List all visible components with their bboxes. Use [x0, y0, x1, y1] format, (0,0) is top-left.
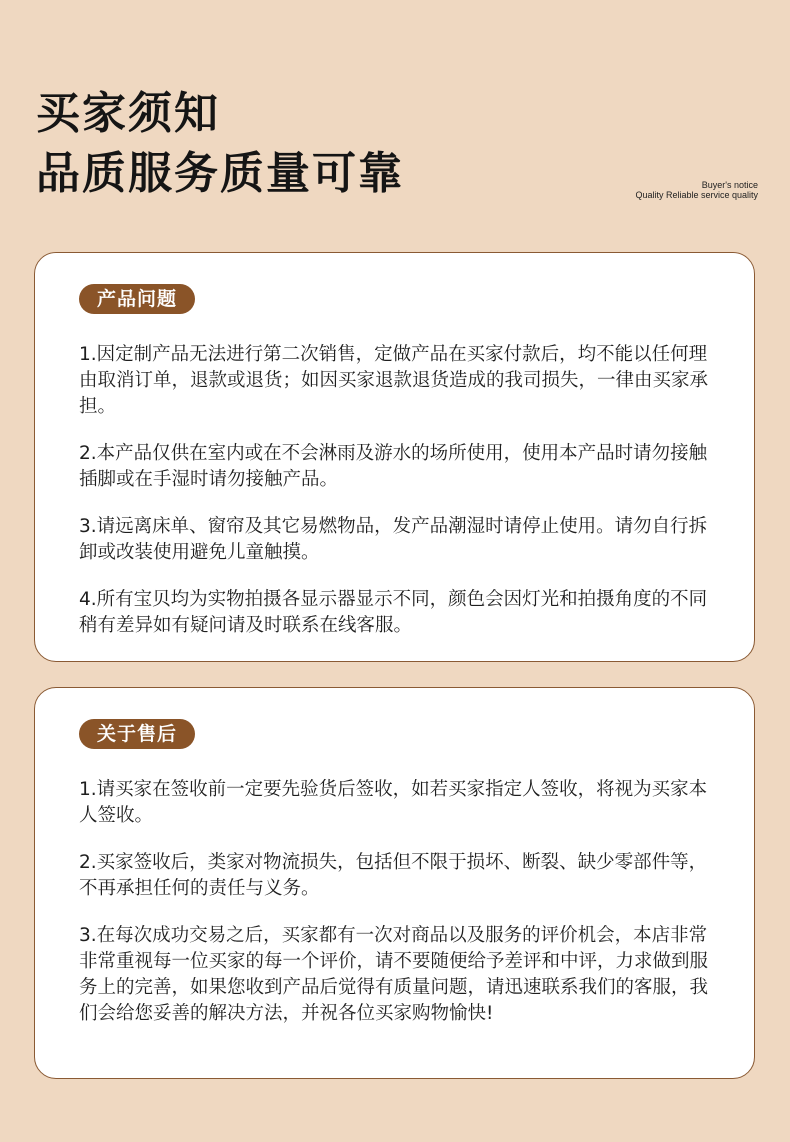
notice-item: 4.所有宝贝均为实物拍摄各显示器显示不同，颜色会因灯光和拍摄角度的不同稍有差异如有疑问请及时联系在线客服。	[79, 589, 708, 636]
page-subtitle: 品质服务质量可靠	[36, 148, 404, 199]
product-issues-list	[79, 342, 714, 660]
notice-item: 3.在每次成功交易之后，买家都有一次对商品以及服务的评价机会，本店非常非常重视每一位买家的每一个评价，请不要随便给予差评和中评，力求做到服务上的完善，如果您收到产品后觉得有质量问题，请迅速联系我们的客服，我们会给您妥善的解决方法，并祝各位买家购物愉快!	[79, 925, 709, 1024]
english-subtitle	[635, 180, 758, 200]
product-issues-card	[34, 252, 755, 662]
section-badge-after-sales: 关于售后	[79, 719, 195, 749]
notice-item: 3.请远离床单、窗帘及其它易燃物品，发产品潮湿时请停止使用。请勿自行拆卸或改装使用避免儿童触摸。	[79, 516, 708, 563]
notice-item: 2.买家签收后，类家对物流损失，包括但不限于损坏、断裂、缺少零部件等，不再承担任何的责任与义务。	[79, 852, 708, 899]
page-title: 买家须知	[36, 88, 220, 139]
notice-item: 1.请买家在签收前一定要先验货后签收，如若买家指定人签收，将视为买家本人签收。	[79, 779, 708, 826]
notice-item: 2.本产品仅供在室内或在不会淋雨及游水的场所使用，使用本产品时请勿接触插脚或在手湿时请勿接触产品。	[79, 443, 708, 490]
section-badge-product-issues: 产品问题	[79, 284, 195, 314]
notice-item: 1.因定制产品无法进行第二次销售，定做产品在买家付款后，均不能以任何理由取消订单，退款或退货；如因买家退款退货造成的我司损失，一律由买家承担。	[79, 344, 709, 417]
after-sales-list	[79, 777, 714, 1048]
after-sales-card	[34, 687, 755, 1079]
english-subtitle-line2: Quality Reliable service quality	[635, 190, 758, 200]
english-subtitle-line1: Buyer's notice	[701, 180, 758, 190]
